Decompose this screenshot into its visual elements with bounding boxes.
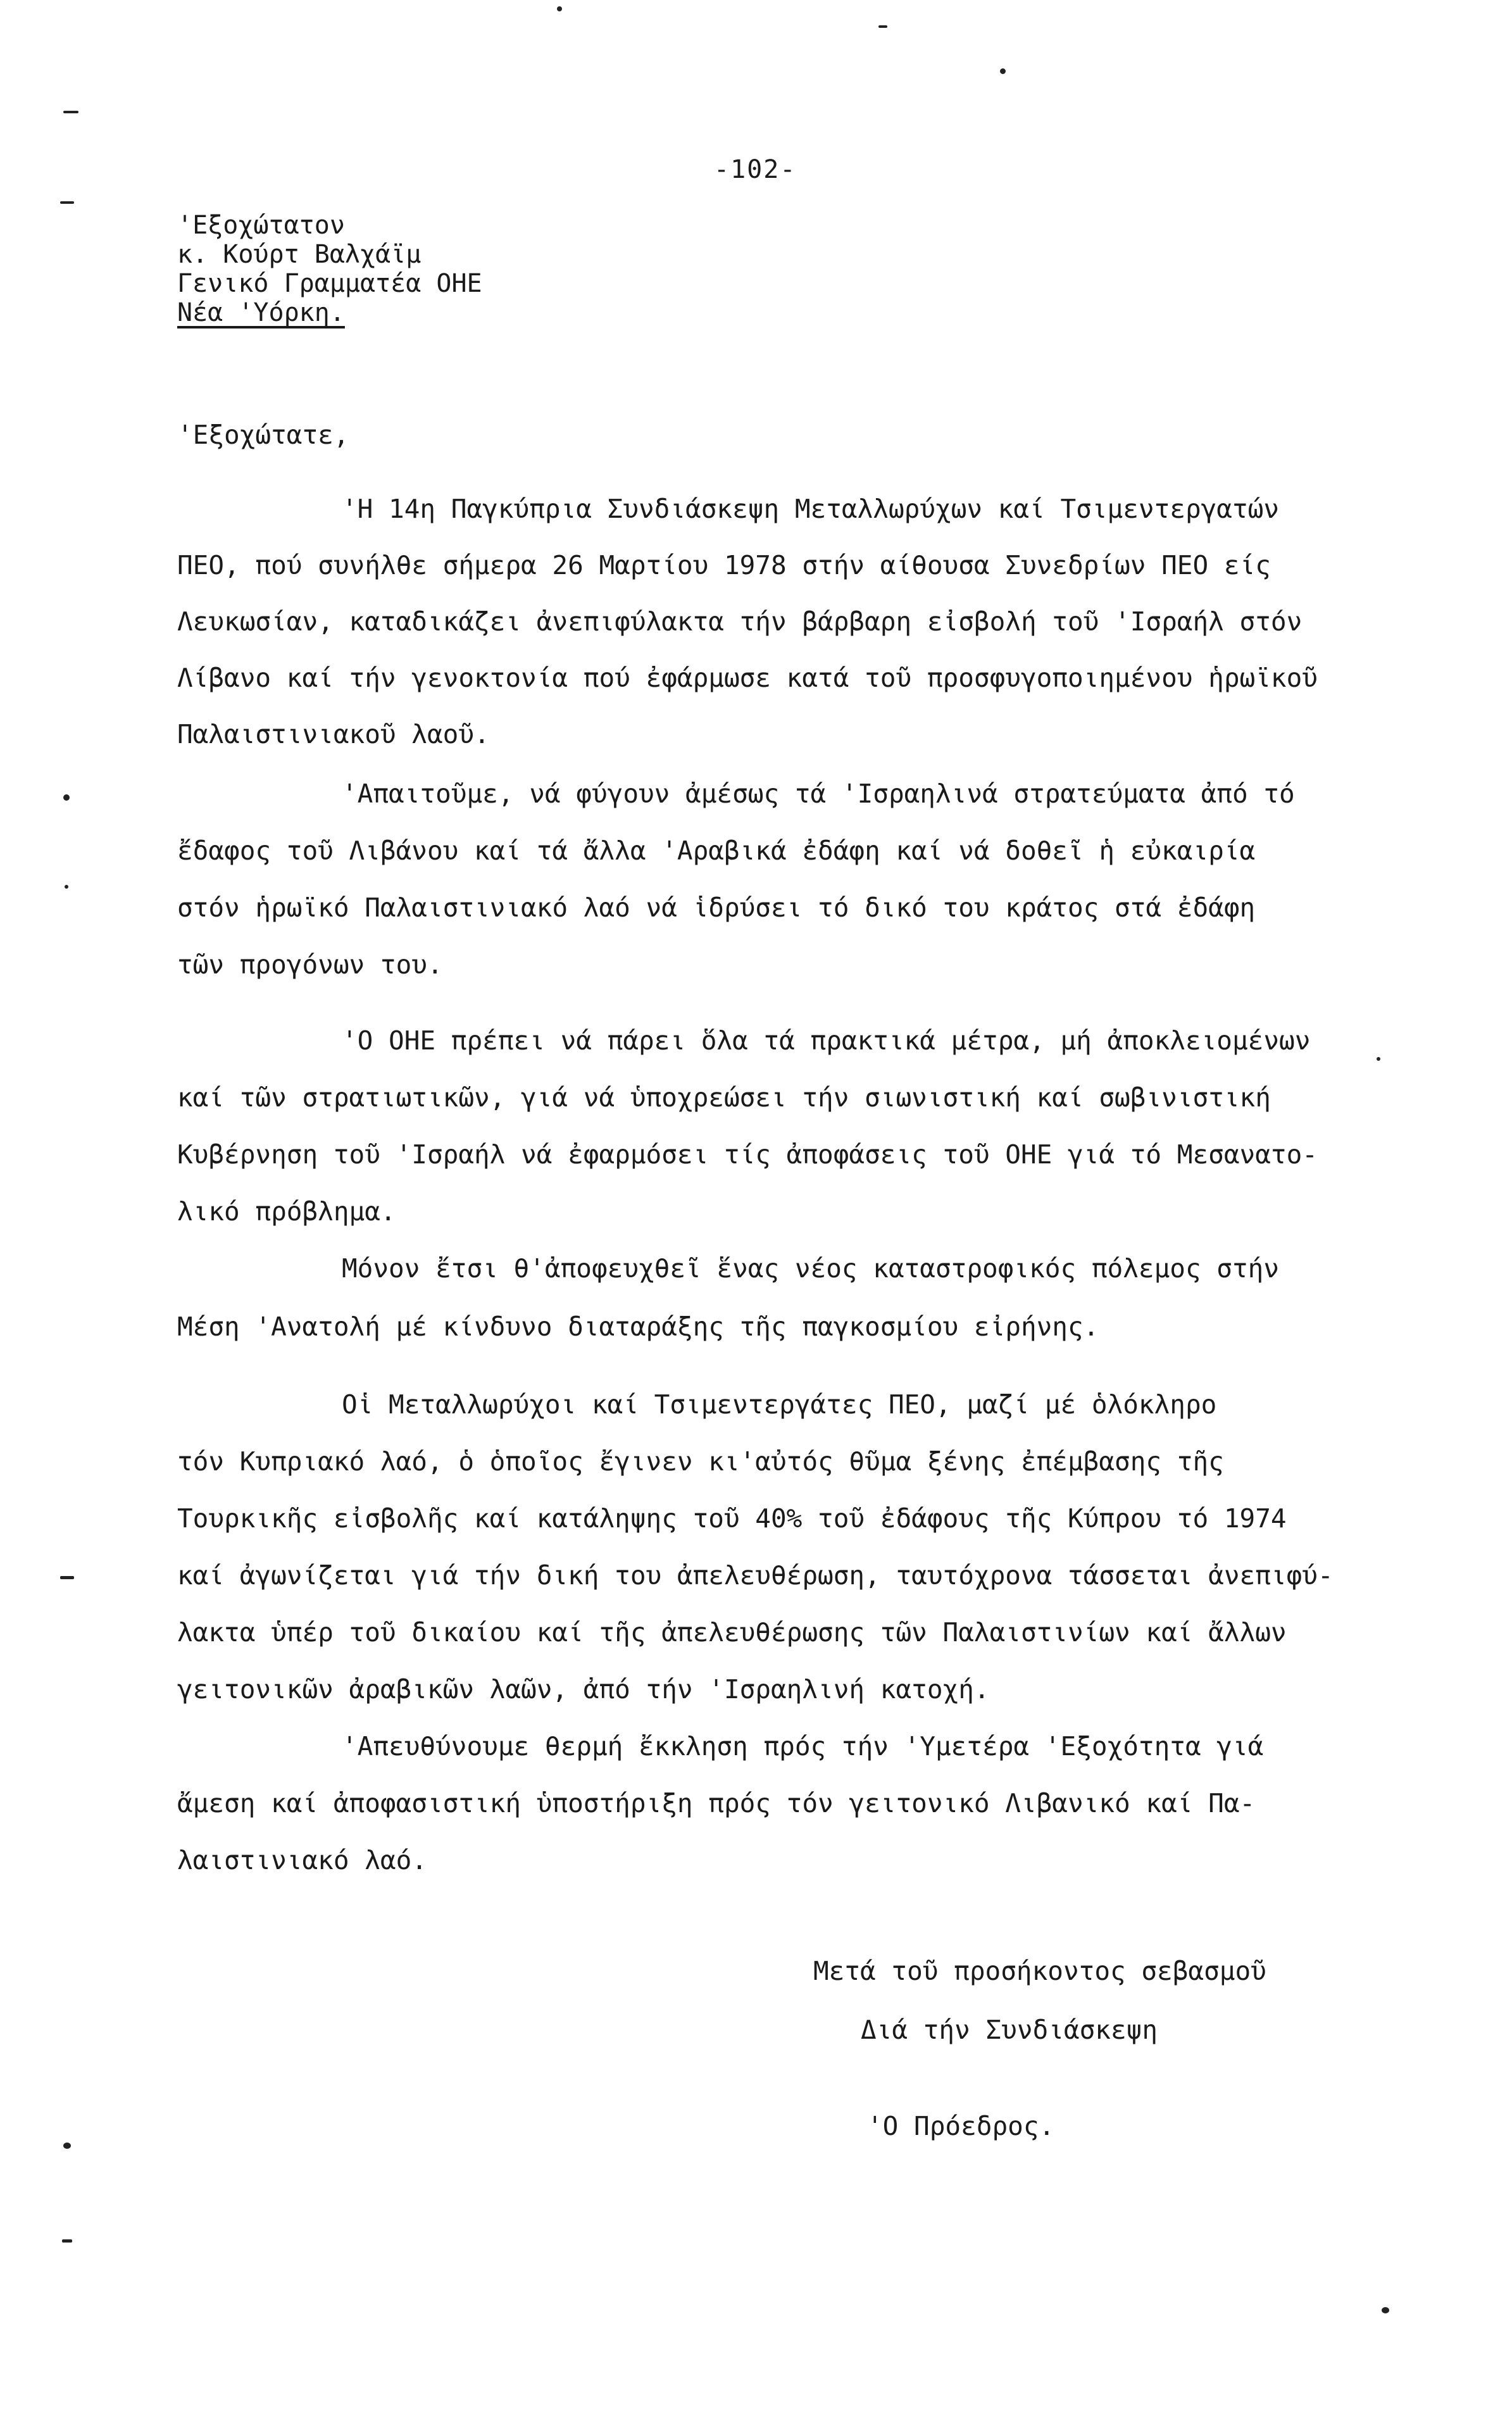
addressee-line-3: Γενικό Γραμματέα ΟΗΕ [177,269,482,298]
paragraph-2-line: ἔδαφος τοῦ Λιβάνου καί τά ἄλλα 'Αραβικά ἐδάφη καί νά δοθεῖ ἡ εὐκαιρία [177,835,1256,866]
scan-speck [1377,1057,1380,1061]
scan-speck [65,885,68,889]
paragraph-5-line: γειτονικῶν ἀραβικῶν λαῶν, ἀπό τήν 'Ισραηλινή κατοχή. [177,1674,990,1705]
salutation: 'Εξοχώτατε, [177,420,349,450]
signature: 'Ο Πρόεδρος. [867,2111,1055,2141]
closing-line-2: Διά τήν Συνδιάσκεψη [861,2015,1158,2045]
addressee-line-2: κ. Κούρτ Βαλχάϊμ [177,240,422,269]
scan-speck [1382,2307,1389,2313]
scan-speck [63,794,70,801]
paragraph-1-line: Παλαιστινιακοῦ λαοῦ. [177,719,490,749]
paragraph-1-line: ΠΕΟ, πού συνήλθε σήμερα 26 Μαρτίου 1978 στήν αίθουσα Συνεδρίων ΠΕΟ είς [177,550,1271,580]
paragraph-3-line: καί τῶν στρατιωτικῶν, γιά νά ὑποχρεώσει τήν σιωνιστική καί σωβινιστική [177,1082,1271,1113]
paragraph-5-line: λακτα ὑπέρ τοῦ δικαίου καί τῆς ἀπελευθέρωσης τῶν Παλαιστινίων καί ἄλλων [177,1617,1287,1648]
paragraph-1-line: 'Η 14η Παγκύπρια Συνδιάσκεψη Μεταλλωρύχων καί Τσιμεντεργατών [342,494,1280,524]
scan-speck [63,2143,71,2149]
paragraph-6-line: 'Απευθύνουμε θερμή ἔκκληση πρός τήν 'Υμετέρα 'Εξοχότητα γιά [342,1731,1264,1761]
paragraph-3-line: λικό πρόβλημα. [177,1196,396,1227]
paragraph-2-line: στόν ἡρωϊκό Παλαιστινιακό λαό νά ἱδρύσει τό δικό του κράτος στά ἐδάφη [177,892,1256,923]
scan-speck [1000,68,1006,74]
scan-speck [557,6,562,11]
paragraph-3-line: 'Ο ΟΗΕ πρέπει νά πάρει ὅλα τά πρακτικά μέτρα, μή ἀποκλειομένων [342,1025,1311,1056]
addressee-line-4: Νέα 'Υόρκη. [177,298,345,327]
paragraph-1-line: Λευκωσίαν, καταδικάζει ἀνεπιφύλακτα τήν βάρβαρη εἰσβολή τοῦ 'Ισραήλ στόν [177,606,1303,637]
paragraph-2-line: 'Απαιτοῦμε, νά φύγουν ἀμέσως τά 'Ισραηλινά στρατεύματα ἀπό τό [342,779,1295,809]
paragraph-1-line: Λίβανο καί τήν γενοκτονία πού ἐφάρμωσε κατά τοῦ προσφυγοποιημένου ἡρωϊκοῦ [177,663,1318,693]
page-number: -102- [714,155,797,184]
addressee-block [177,196,482,342]
scan-speck [60,201,74,204]
paragraph-5-line: Τουρκικῆς εἰσβολῆς καί κατάληψης τοῦ 40% τοῦ ἐδάφους τῆς Κύπρου τό 1974 [177,1503,1287,1534]
paragraph-5-line: καί ἀγωνίζεται γιά τήν δική του ἀπελευθέρωση, ταυτόχρονα τάσσεται ἀνεπιφύ- [177,1560,1334,1591]
paragraph-4-line: Μόνον ἔτσι θ'ἀποφευχθεῖ ἕνας νέος καταστροφικός πόλεμος στήν [342,1253,1280,1284]
scan-speck [878,25,887,28]
paragraph-6-line: λαιστινιακό λαό. [177,1845,427,1875]
scan-speck [60,1576,74,1579]
paragraph-5-line: τόν Κυπριακό λαό, ὁ ὁποῖος ἔγινεν κι'αὐτός θῦμα ξένης ἐπέμβασης τῆς [177,1446,1224,1477]
paragraph-6-line: ἄμεση καί ἀποφασιστική ὑποστήριξη πρός τόν γειτονικό Λιβανικό καί Πα- [177,1788,1256,1818]
paragraph-2-line: τῶν προγόνων του. [177,949,443,980]
paragraph-3-line: Κυβέρνηση τοῦ 'Ισραήλ νά ἐφαρμόσει τίς ἀποφάσεις τοῦ ΟΗΕ γιά τό Μεσανατο- [177,1139,1318,1170]
paragraph-5-line: Οἱ Μεταλλωρύχοι καί Τσιμεντεργάτες ΠΕΟ, μαζί μέ ὁλόκληρο [342,1389,1217,1420]
scan-speck [63,111,78,113]
closing-line-1: Μετά τοῦ προσήκοντος σεβασμοῦ [813,1956,1266,1986]
scan-speck [62,2239,72,2243]
paragraph-4-line: Μέση 'Ανατολή μέ κίνδυνο διαταράξης τῆς παγκοσμίου εἰρήνης. [177,1311,1099,1342]
addressee-line-1: 'Εξοχώτατον [177,211,345,240]
